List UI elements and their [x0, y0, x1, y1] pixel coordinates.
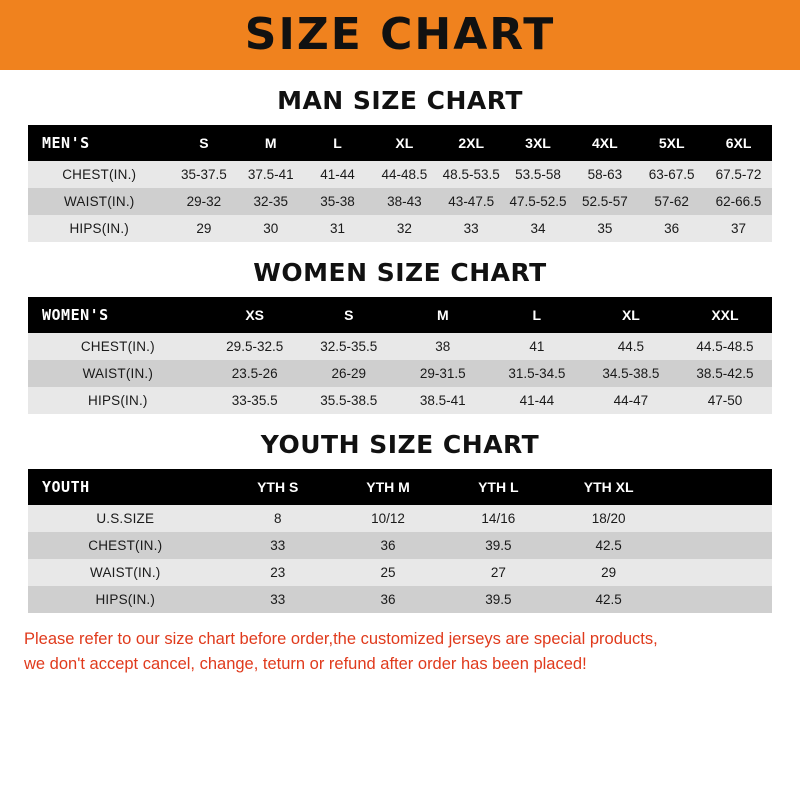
cell: 14/16	[443, 505, 553, 532]
column-header: WOMEN'S	[28, 297, 208, 333]
table-body-women	[28, 333, 772, 414]
row-label: WAIST(IN.)	[28, 559, 223, 586]
cell: 31.5-34.5	[490, 360, 584, 387]
column-header-spacer	[664, 469, 772, 505]
table-body-man	[28, 161, 772, 242]
table-row	[28, 215, 772, 242]
column-header: 3XL	[505, 125, 572, 161]
table-row	[28, 360, 772, 387]
cell: 42.5	[553, 586, 663, 613]
cell: 33	[438, 215, 505, 242]
cell: 32.5-35.5	[302, 333, 396, 360]
cell: 44-47	[584, 387, 678, 414]
column-header: YOUTH	[28, 469, 223, 505]
cell: 44-48.5	[371, 161, 438, 188]
column-header: XL	[371, 125, 438, 161]
column-header: XXL	[678, 297, 772, 333]
cell: 33	[223, 532, 333, 559]
cell: 38.5-41	[396, 387, 490, 414]
table-body-youth	[28, 505, 772, 613]
cell-spacer	[664, 559, 772, 586]
cell: 35-38	[304, 188, 371, 215]
row-label: WAIST(IN.)	[28, 188, 170, 215]
cell: 38-43	[371, 188, 438, 215]
column-header: 4XL	[571, 125, 638, 161]
column-header: S	[302, 297, 396, 333]
cell: 33	[223, 586, 333, 613]
table-header-row	[28, 125, 772, 161]
column-header: XL	[584, 297, 678, 333]
row-label: CHEST(IN.)	[28, 161, 170, 188]
table-header-row	[28, 297, 772, 333]
column-header: L	[490, 297, 584, 333]
cell: 47.5-52.5	[505, 188, 572, 215]
column-header: S	[170, 125, 237, 161]
cell: 32-35	[237, 188, 304, 215]
cell: 36	[333, 532, 443, 559]
cell: 35-37.5	[170, 161, 237, 188]
cell: 52.5-57	[571, 188, 638, 215]
cell: 29-31.5	[396, 360, 490, 387]
footer-line-2: we don't accept cancel, change, teturn or refund after order has been placed!	[24, 654, 587, 673]
cell: 42.5	[553, 532, 663, 559]
row-label: WAIST(IN.)	[28, 360, 208, 387]
cell: 41	[490, 333, 584, 360]
row-label: CHEST(IN.)	[28, 333, 208, 360]
cell: 53.5-58	[505, 161, 572, 188]
cell-spacer	[664, 586, 772, 613]
row-label: HIPS(IN.)	[28, 586, 223, 613]
table-header-women	[28, 297, 772, 333]
table-row	[28, 505, 772, 532]
column-header: M	[237, 125, 304, 161]
cell: 18/20	[553, 505, 663, 532]
cell: 27	[443, 559, 553, 586]
cell: 41-44	[304, 161, 371, 188]
section-title-man: MAN SIZE CHART	[277, 86, 523, 115]
table-row	[28, 586, 772, 613]
cell: 35	[571, 215, 638, 242]
table-header-row	[28, 469, 772, 505]
cell: 23	[223, 559, 333, 586]
row-label: HIPS(IN.)	[28, 387, 208, 414]
cell: 48.5-53.5	[438, 161, 505, 188]
column-header: MEN'S	[28, 125, 170, 161]
table-row	[28, 333, 772, 360]
cell: 37	[705, 215, 772, 242]
footer-line-1: Please refer to our size chart before order,the customized jerseys are special products,	[24, 630, 658, 648]
row-label: CHEST(IN.)	[28, 532, 223, 559]
table-youth	[28, 469, 772, 613]
cell: 29	[553, 559, 663, 586]
cell: 10/12	[333, 505, 443, 532]
section-youth	[0, 430, 800, 613]
cell: 32	[371, 215, 438, 242]
column-header: 5XL	[638, 125, 705, 161]
table-row	[28, 161, 772, 188]
cell: 29.5-32.5	[208, 333, 302, 360]
cell: 8	[223, 505, 333, 532]
column-header: 2XL	[438, 125, 505, 161]
section-title-women: WOMEN SIZE CHART	[253, 258, 547, 287]
cell: 34	[505, 215, 572, 242]
cell: 58-63	[571, 161, 638, 188]
cell: 29	[170, 215, 237, 242]
cell: 37.5-41	[237, 161, 304, 188]
cell: 41-44	[490, 387, 584, 414]
cell: 29-32	[170, 188, 237, 215]
table-row	[28, 387, 772, 414]
table-row	[28, 188, 772, 215]
column-header: 6XL	[705, 125, 772, 161]
column-header: XS	[208, 297, 302, 333]
section-man	[0, 86, 800, 242]
cell: 47-50	[678, 387, 772, 414]
cell: 39.5	[443, 532, 553, 559]
column-header: M	[396, 297, 490, 333]
cell: 38.5-42.5	[678, 360, 772, 387]
column-header: YTH XL	[553, 469, 663, 505]
cell: 35.5-38.5	[302, 387, 396, 414]
banner	[0, 0, 800, 70]
cell: 38	[396, 333, 490, 360]
section-title-youth: YOUTH SIZE CHART	[260, 430, 540, 459]
row-label: U.S.SIZE	[28, 505, 223, 532]
table-header-man	[28, 125, 772, 161]
cell: 31	[304, 215, 371, 242]
column-header: YTH M	[333, 469, 443, 505]
cell: 43-47.5	[438, 188, 505, 215]
cell: 44.5-48.5	[678, 333, 772, 360]
cell: 62-66.5	[705, 188, 772, 215]
table-row	[28, 559, 772, 586]
cell: 33-35.5	[208, 387, 302, 414]
footer-note	[0, 627, 800, 677]
cell-spacer	[664, 505, 772, 532]
cell: 57-62	[638, 188, 705, 215]
row-label: HIPS(IN.)	[28, 215, 170, 242]
cell: 44.5	[584, 333, 678, 360]
cell: 63-67.5	[638, 161, 705, 188]
cell: 36	[638, 215, 705, 242]
column-header: YTH L	[443, 469, 553, 505]
cell: 67.5-72	[705, 161, 772, 188]
table-row	[28, 532, 772, 559]
cell: 39.5	[443, 586, 553, 613]
cell: 36	[333, 586, 443, 613]
table-man	[28, 125, 772, 242]
cell: 25	[333, 559, 443, 586]
column-header: L	[304, 125, 371, 161]
cell: 30	[237, 215, 304, 242]
table-header-youth	[28, 469, 772, 505]
table-women	[28, 297, 772, 414]
cell: 34.5-38.5	[584, 360, 678, 387]
page-title: SIZE CHART	[244, 9, 556, 60]
column-header: YTH S	[223, 469, 333, 505]
section-women	[0, 258, 800, 414]
cell: 23.5-26	[208, 360, 302, 387]
cell-spacer	[664, 532, 772, 559]
cell: 26-29	[302, 360, 396, 387]
